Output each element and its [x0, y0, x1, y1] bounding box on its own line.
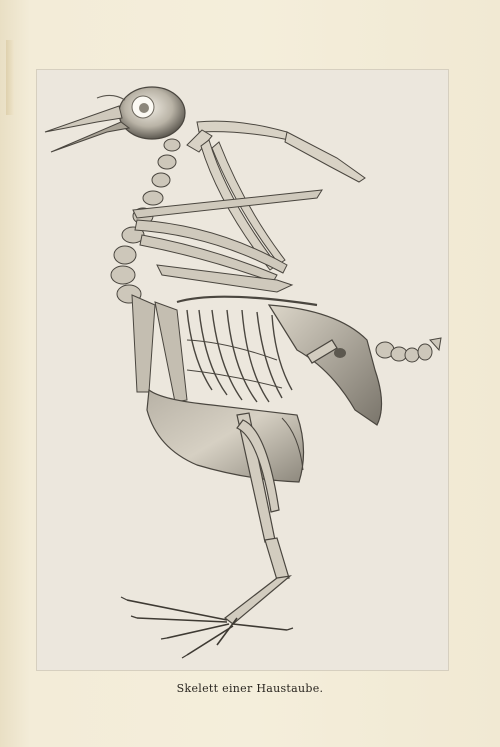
leg-bones [225, 340, 337, 624]
page-edge-stain [6, 40, 14, 115]
pigeon-skeleton-illustration [37, 70, 450, 672]
pelvis [269, 305, 382, 425]
tail-vertebrae [376, 338, 441, 362]
sternum-keel [147, 390, 304, 482]
plate-caption: Skelett einer Haustaube. [176, 682, 324, 695]
lower-wing-bones [133, 190, 322, 292]
shoulder-girdle [132, 295, 187, 402]
skull [45, 87, 185, 152]
feet [121, 597, 293, 658]
illustration-plate [36, 69, 449, 671]
